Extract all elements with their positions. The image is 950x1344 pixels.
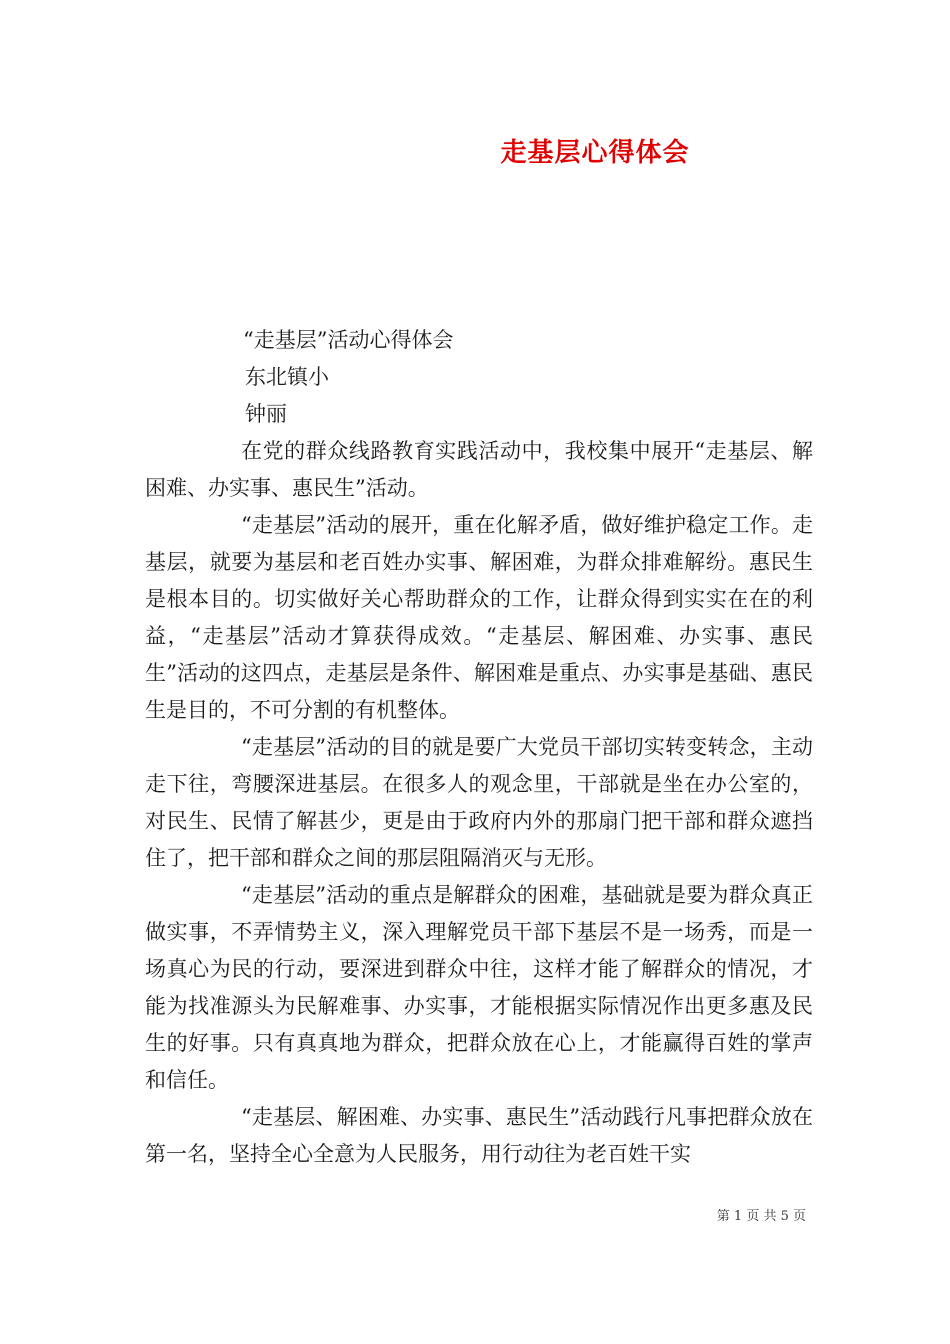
author-org: 东北镇小	[245, 365, 329, 389]
paragraph-4: “走基层”活动的重点是解群众的困难，基础就是要为群众真正做实事，不弄情势主义，深入理解党员干部下基层不是一场秀，而是一场真心为民的行动，要深进到群众中往，这样才能了解群众的情况，才能为找准源头为民解难事、办实事，才能根据实际情况作出更多惠及民生的好事。只有真真地为群众，把群众放在心上，才能赢得百姓的掌声和信任。	[145, 883, 813, 1092]
document-title: 走基层心得体会	[500, 138, 690, 168]
document-body	[145, 322, 813, 1173]
page-number: 第 1 页 共 5 页	[716, 1209, 806, 1224]
subtitle: “走基层”活动心得体会	[243, 328, 454, 352]
author-name: 钟丽	[245, 402, 287, 426]
paragraph-1: 在党的群众线路教育实践活动中，我校集中展开“走基层、解困难、办实事、惠民生”活动。	[145, 439, 813, 500]
paragraph-5: “走基层、解困难、办实事、惠民生”活动践行凡事把群众放在第一名，坚持全心全意为人民服务，用行动往为老百姓干实	[145, 1105, 813, 1166]
paragraph-2: “走基层”活动的展开，重在化解矛盾，做好维护稳定工作。走基层，就要为基层和老百姓办实事、解困难，为群众排难解纷。惠民生是根本目的。切实做好关心帮助群众的工作，让群众得到实实在在的利益，“走基层”活动才算获得成效。“走基层、解困难、办实事、惠民生”活动的这四点，走基层是条件、解困难是重点、办实事是基础、惠民生是目的，不可分割的有机整体。	[145, 513, 813, 722]
paragraph-3: “走基层”活动的目的就是要广大党员干部切实转变转念，主动走下往，弯腰深进基层。在很多人的观念里，干部就是坐在办公室的，对民生、民情了解甚少，更是由于政府内外的那扇门把干部和群众遮挡住了，把干部和群众之间的那层阻隔消灭与无形。	[145, 735, 813, 870]
